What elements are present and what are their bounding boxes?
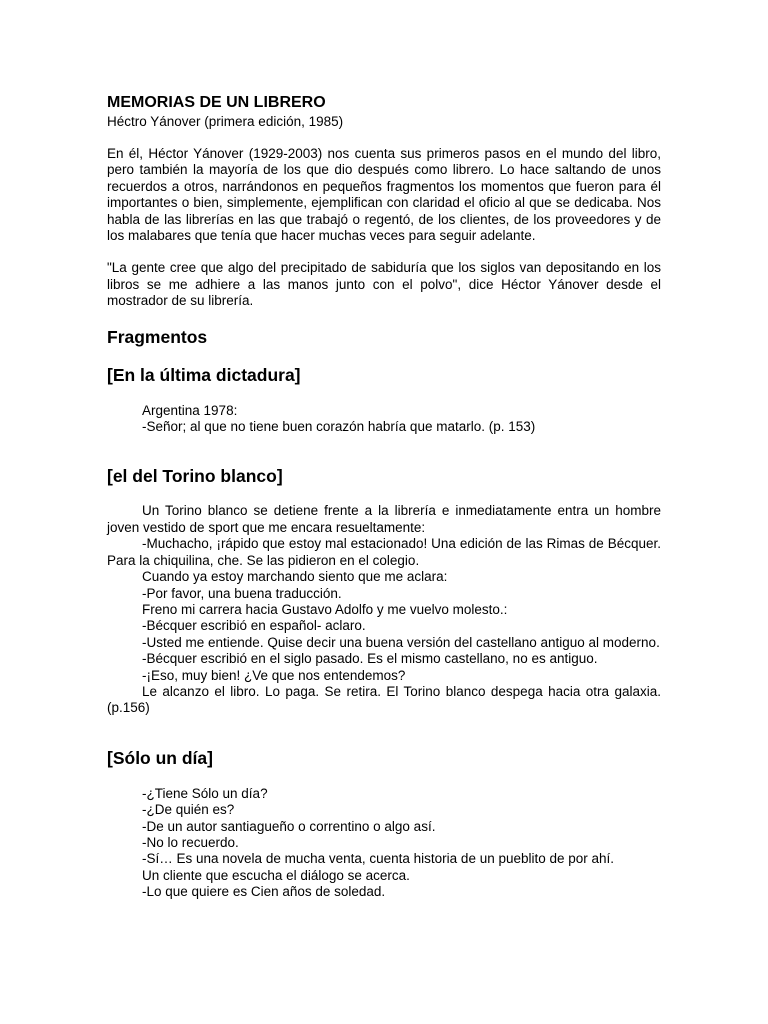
document-page [107,93,661,901]
section-paragraph: -Muchacho, ¡rápido que estoy mal estacionado! Una edición de las Rimas de Bécquer. Para la chiquilina, che. Se las pidieron en el colegio. [107,536,661,568]
document-subtitle: Héctro Yánover (primera edición, 1985) [107,114,344,129]
section-line: Un cliente que escucha el diálogo se acerca. [142,867,410,883]
quote-paragraph: "La gente cree que algo del precipitado de sabiduría que los siglos van depositando en los libros se me adhiere a las manos junto con el polvo", dice Héctor Yánover desde el mostrador de su librería. [107,260,661,309]
section-heading: [el del Torino blanco] [107,466,283,487]
section-body [107,786,661,901]
section-paragraph: Freno mi carrera hacia Gustavo Adolfo y me vuelvo molesto.: [142,601,508,617]
section-body [107,403,661,436]
section-line: -Señor; al que no tiene buen corazón habría que matarlo. (p. 153) [142,419,536,435]
section-line: -De un autor santiagueño o correntino o algo así. [142,818,436,834]
section-paragraph: -¡Eso, muy bien! ¿Ve que nos entendemos? [142,667,406,683]
section-paragraph: Un Torino blanco se detiene frente a la librería e inmediatamente entra un hombre joven vestido de sport que me encara resueltamente: [107,503,661,535]
section-line: -Lo que quiere es Cien años de soledad. [142,884,386,900]
section-line: -Sí… Es una novela de mucha venta, cuenta historia de un pueblito de por ahí. [142,851,615,867]
document-title: MEMORIAS DE UN LIBRERO [107,94,326,111]
section-paragraph: -Usted me entiende. Quise decir una buena versión del castellano antiguo al moderno. [142,634,660,650]
section-line: -No lo recuerdo. [142,834,239,850]
section-line: Argentina 1978: [142,402,238,418]
section-paragraph: Le alcanzo el libro. Lo paga. Se retira. El Torino blanco despega hacia otra galaxia. (p.156) [107,683,661,716]
fragments-heading: Fragmentos [107,326,208,347]
section-heading: [En la última dictadura] [107,364,301,385]
section-paragraph: -Bécquer escribió en el siglo pasado. Es el mismo castellano, no es antiguo. [142,651,598,667]
intro-paragraph: En él, Héctor Yánover (1929-2003) nos cuenta sus primeros pasos en el mundo del libro, pero también la mayoría de los que dio después como librero. Lo hace saltando de unos recuerdos a otros, narrándonos en pequeños fragmentos los momentos que fueron para él importantes o bien, simplemente, ejemplifican con claridad el oficio al que se dedicaba. Nos habla de las librerías en las que trabajó o regentó, de los clientes, de los proveedores y de los malabares que tenía que hacer muchas veces para seguir adelante. [107,146,661,244]
section-paragraph: Cuando ya estoy marchando siento que me aclara: [142,569,448,585]
section-heading: [Sólo un día] [107,747,213,768]
section-line: -¿Tiene Sólo un día? [142,785,268,801]
section-body [107,503,661,716]
section-line: -¿De quién es? [142,802,235,818]
section-paragraph: -Por favor, una buena traducción. [142,585,342,601]
section-paragraph: -Bécquer escribió en español- aclaro. [142,618,366,634]
